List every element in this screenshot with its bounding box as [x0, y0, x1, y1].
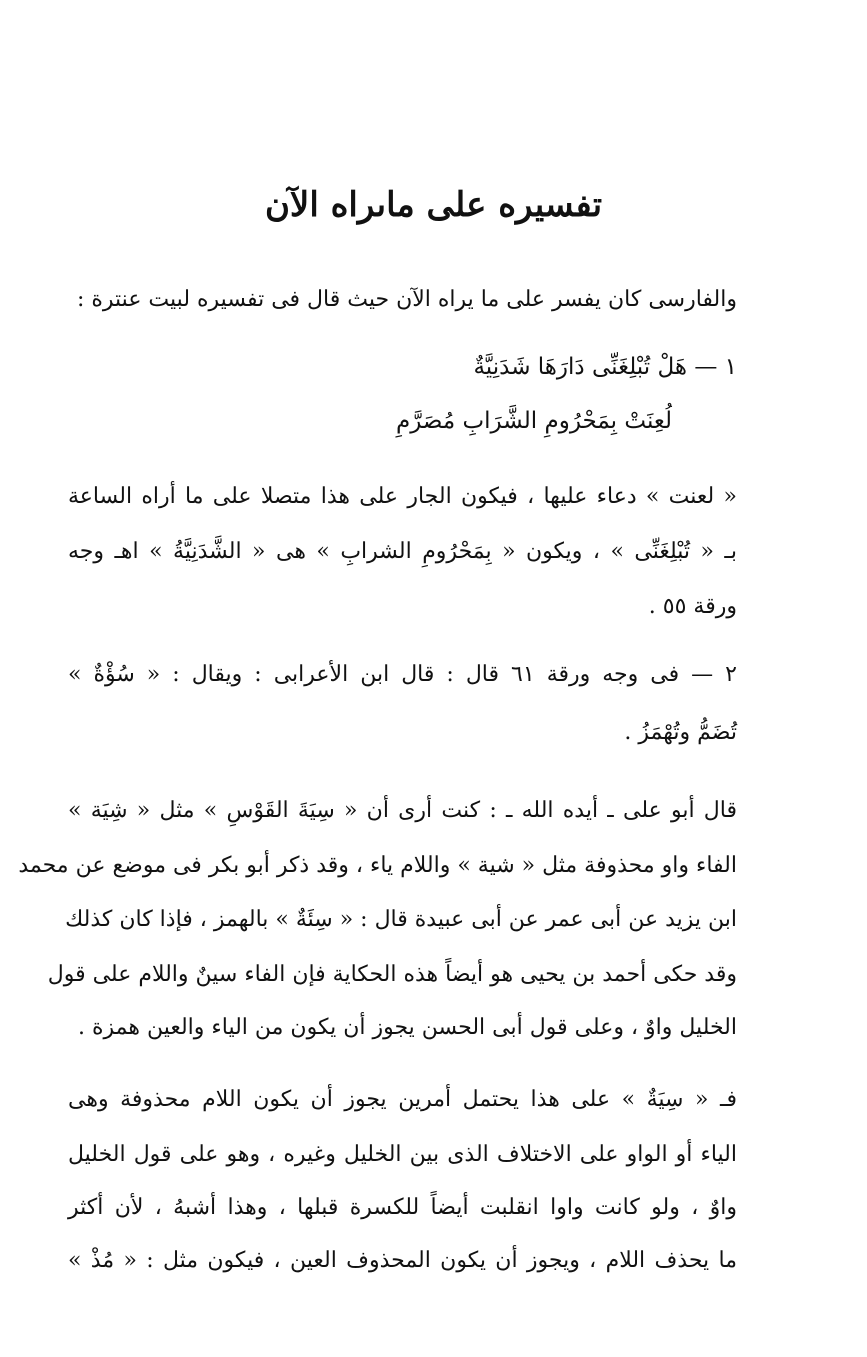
paragraph-2-line-2: تُضَمُّ وتُهْمَزُ . — [624, 720, 737, 745]
paragraph-4-line-2: الياء أو الواو على الاختلاف الذى بين الخليل وغيره ، وهو على قول الخليل — [68, 1142, 738, 1167]
verse-line-1: ١ — هَلْ تُبْلِغَنِّى دَارَهَا شَدَنِيَّةٌ — [473, 354, 737, 380]
intro-text: والفارسى كان يفسر على ما يراه الآن حيث قال فى تفسيره لبيت عنترة : — [76, 287, 737, 312]
paragraph-4-line-4: ما يحذف اللام ، ويجوز أن يكون المحذوف العين ، فيكون مثل : « مُذْ » — [68, 1248, 737, 1273]
paragraph-1-line-3: ورقة ٥٥ . — [648, 594, 737, 619]
paragraph-3-line-5: الخليل واوٌ ، وعلى قول أبى الحسن يجوز أن يكون من الياء والعين همزة . — [78, 1015, 737, 1040]
paragraph-3-line-1: قال أبو على ـ أيده الله ـ : كنت أرى أن « سِيَةَ القَوْسِ » مثل « شِيَة » — [68, 798, 737, 823]
paragraph-3-line-2: الفاء واو محذوفة مثل « شية » واللام ياء ، وقد ذكر أبو بكر فى موضع عن محمد — [18, 853, 737, 878]
paragraph-4-line-3: واوٌ ، ولو كانت واوا انقلبت أيضاً للكسرة قبلها ، وهذا أشبهُ ، لأن أكثر — [68, 1195, 737, 1220]
page-title: تفسيره على ماىراه الآن — [264, 185, 603, 225]
paragraph-1-line-1: « لعنت » دعاء عليها ، فيكون الجار على هذا متصلا على ما أراه الساعة — [68, 484, 737, 509]
paragraph-1-line-2: بـ « تُبْلِغَنِّى » ، ويكون « بِمَحْرُومِ الشرابِ » هى « الشَّدَنِيَّةُ » اهـ وجه — [68, 539, 737, 564]
paragraph-3-line-4: وقد حكى أحمد بن يحيى هو أيضاً هذه الحكاية فإن الفاء سينٌ واللام على قول — [47, 962, 737, 987]
verse-line-2: لُعِنَتْ بِمَحْرُومِ الشَّرَابِ مُصَرَّمِ — [396, 408, 672, 434]
paragraph-4-line-1: فـ « سِيَةٌ » على هذا يحتمل أمرين يجوز أن يكون اللام محذوفة وهى — [68, 1087, 737, 1112]
paragraph-2-line-1: ٢ — فى وجه ورقة ٦١ قال : قال ابن الأعرابى : ويقال : « سُؤْةٌ » — [68, 662, 737, 687]
paragraph-3-line-3: ابن يزيد عن أبى عمر عن أبى عبيدة قال : « سِئَةٌ » بالهمز ، فإذا كان كذلك — [65, 907, 737, 932]
